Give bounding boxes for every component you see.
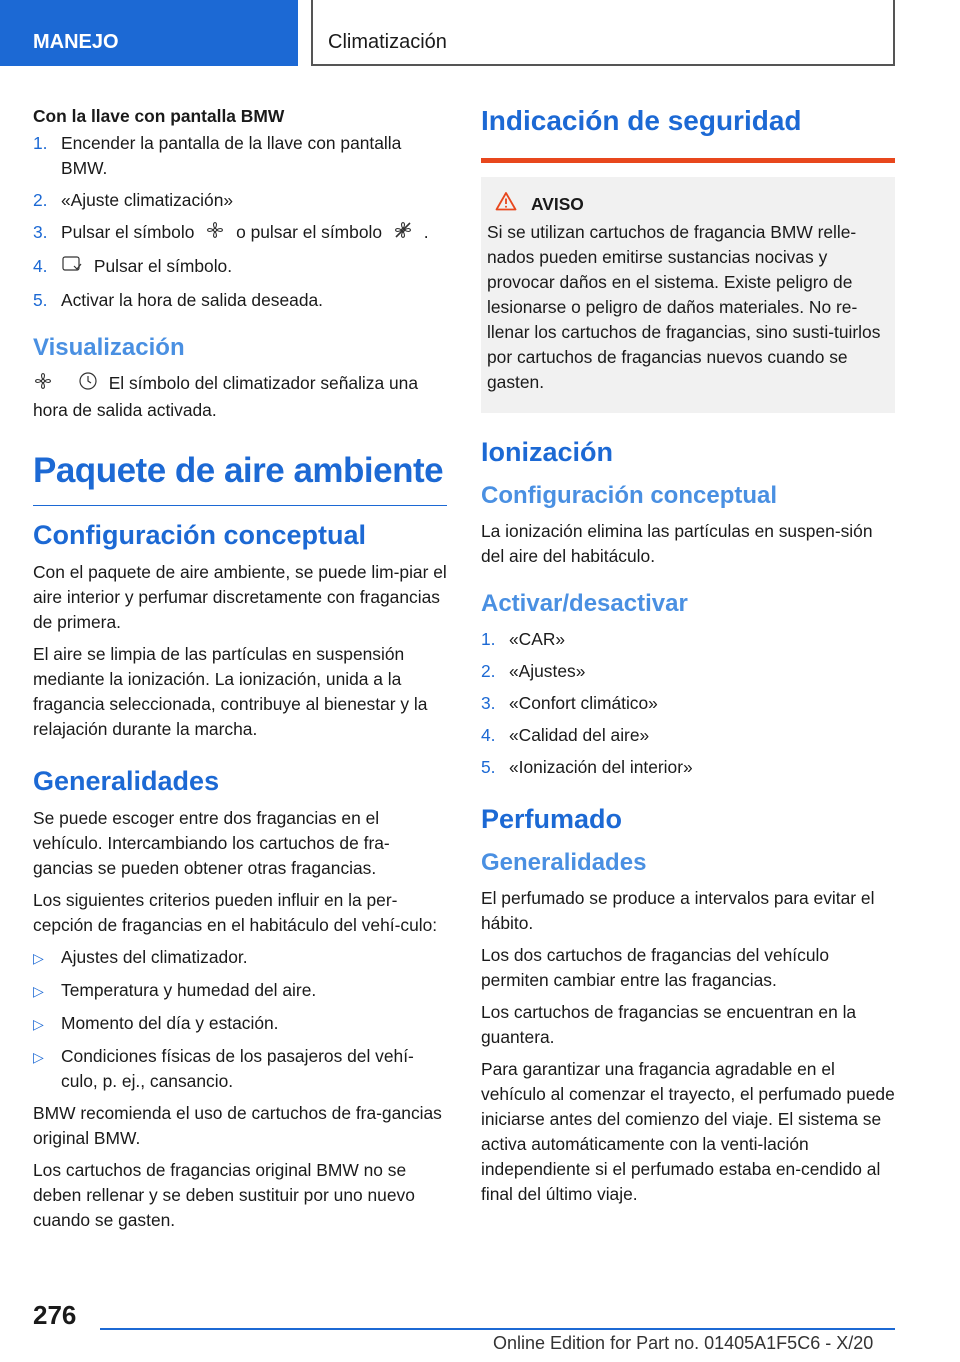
concept-heading: Configuración conceptual <box>33 520 367 550</box>
safety-heading: Indicación de seguridad <box>481 104 895 163</box>
triangle-bullet-icon: ▷ <box>33 1016 44 1032</box>
step-number: 4. <box>33 256 48 276</box>
warning-text: Si se utilizan cartuchos de fragancia BMW relle-nados pueden emitirse sustancias nocivas y provocar daños en el sistema. Existe peligro de lesionarse o peligro de daños materiales. No re-llenar los cartuchos de fragancias, sino susti-tuirlos por cartuchos de fragancias nuevos cuando se gasten. <box>487 222 881 392</box>
step-number: 5. <box>33 290 48 310</box>
step-text-post: . <box>423 222 429 243</box>
key-steps-list <box>33 131 447 313</box>
list-item <box>481 659 895 684</box>
step-text: Activar la hora de salida deseada. <box>61 290 323 310</box>
visualization-heading: Visualización <box>33 334 185 361</box>
step-text <box>61 254 447 281</box>
timer-display-icon <box>61 254 83 281</box>
list-item <box>481 691 895 716</box>
page-number: 276 <box>33 1300 77 1330</box>
list-item <box>33 131 447 181</box>
step-number: 2. <box>481 661 496 681</box>
list-item <box>481 755 895 780</box>
perfume-general-heading: Generalidades <box>481 849 647 876</box>
triangle-bullet-icon: ▷ <box>33 983 44 999</box>
clock-icon <box>78 371 98 398</box>
step-text: «Calidad del aire» <box>509 725 650 745</box>
step-text: «CAR» <box>509 629 566 649</box>
warning-box <box>481 177 895 413</box>
concept-paragraph: Con el paquete de aire ambiente, se puede lim-piar el aire interior y perfumar discretamente con fragancias de primera. <box>33 562 447 632</box>
list-item-text: Temperatura y humedad del aire. <box>61 980 317 1000</box>
step-text: «Ajuste climatización» <box>61 190 234 210</box>
header-title: Climatización <box>328 31 447 53</box>
step-text: «Ajustes» <box>509 661 586 681</box>
list-item-text: Condiciones físicas de los pasajeros del vehí-culo, p. ej., cansancio. <box>61 1046 414 1091</box>
step-number: 5. <box>481 757 496 777</box>
list-item <box>33 978 447 1004</box>
triangle-bullet-icon: ▷ <box>33 1049 44 1065</box>
perfume-paragraph: El perfumado se produce a intervalos para evitar el hábito. <box>481 888 875 933</box>
fan-icon <box>205 220 225 247</box>
triangle-bullet-icon: ▷ <box>33 950 44 966</box>
perfume-paragraph: Los cartuchos de fragancias se encuentran en la guantera. <box>481 1002 857 1047</box>
step-text <box>61 220 447 247</box>
list-item <box>33 220 447 247</box>
footer-divider <box>100 1328 895 1330</box>
visualization-description: El símbolo del climatizador señaliza una hora de salida activada. <box>33 373 419 420</box>
visualization-text <box>33 371 447 423</box>
perfume-paragraph: Los dos cartuchos de fragancias del vehículo permiten cambiar entre las fragancias. <box>481 945 830 990</box>
list-item <box>481 627 895 652</box>
general-paragraph: Los siguientes criterios pueden influir en la per-cepción de fragancias en el habitáculo del vehí-culo: <box>33 890 438 935</box>
left-column <box>33 104 447 1240</box>
concept-paragraph: El aire se limpia de las partículas en suspensión mediante la ionización. La ionización, unida a la fragancia seleccionada, contribuye al bienestar y la relajación durante la marcha. <box>33 644 428 739</box>
perfume-paragraph: Para garantizar una fragancia agradable en el vehículo al comenzar el trayecto, el perfumado puede iniciarse antes del comienzo del viaje. El sistema se activa automáticamente con la venti-lación independiente si el perfumado estaba en-cendido al final del último viaje. <box>481 1059 895 1204</box>
step-number: 1. <box>33 133 48 153</box>
general-heading: Generalidades <box>33 766 220 796</box>
step-text: «Ionización del interior» <box>509 757 693 777</box>
step-number: 2. <box>33 190 48 210</box>
general-paragraph: BMW recomienda el uso de cartuchos de fra-gancias original BMW. <box>33 1103 442 1148</box>
step-text-after-icon: Pulsar el símbolo. <box>93 256 233 277</box>
key-heading: Con la llave con pantalla BMW <box>33 106 285 126</box>
step-text: Encender la pantalla de la llave con pantalla BMW. <box>61 133 402 178</box>
general-paragraph: Se puede escoger entre dos fragancias en el vehículo. Intercambiando los cartuchos de fra-gancias se pueden obtener otras fragancias. <box>33 808 390 878</box>
criteria-list <box>33 945 447 1094</box>
ion-concept-text: La ionización elimina las partículas en suspen-sión del aire del habitáculo. <box>481 521 873 566</box>
list-item-text: Momento del día y estación. <box>61 1013 279 1033</box>
ionization-heading: Ionización <box>481 437 614 467</box>
footer-edition: Online Edition for Part no. 01405A1F5C6 - X/20 <box>493 1333 874 1353</box>
warning-triangle-icon <box>495 191 531 218</box>
perfume-heading: Perfumado <box>481 804 623 834</box>
step-number: 1. <box>481 629 496 649</box>
list-item <box>481 723 895 748</box>
right-column <box>481 104 895 1214</box>
fan-icon <box>33 371 53 398</box>
warning-label: AVISO <box>531 194 584 214</box>
list-item <box>33 288 447 313</box>
list-item-text: Ajustes del climatizador. <box>61 947 248 967</box>
ion-steps-list <box>481 627 895 780</box>
list-item <box>33 1011 447 1037</box>
step-number: 4. <box>481 725 496 745</box>
list-item <box>33 254 447 281</box>
list-item <box>33 945 447 971</box>
step-text: «Confort climático» <box>509 693 658 713</box>
step-number: 3. <box>33 222 48 242</box>
package-heading: Paquete de aire ambiente <box>33 449 447 506</box>
general-paragraph: Los cartuchos de fragancias original BMW no se deben rellenar y se deben sustituir por uno nuevo cuando se gasten. <box>33 1160 415 1230</box>
ion-concept-heading: Configuración conceptual <box>481 482 778 509</box>
header-title-box <box>311 0 895 66</box>
warning-header <box>487 191 888 218</box>
header-section-label: MANEJO <box>33 31 119 53</box>
step-text-mid: o pulsar el símbolo <box>236 222 383 243</box>
list-item <box>33 1044 447 1094</box>
list-item <box>33 188 447 213</box>
header-section-tab <box>0 0 298 66</box>
fan-off-icon <box>393 220 413 247</box>
step-text-pre: Pulsar el símbolo <box>61 222 195 243</box>
ion-toggle-heading: Activar/desactivar <box>481 590 688 617</box>
step-number: 3. <box>481 693 496 713</box>
